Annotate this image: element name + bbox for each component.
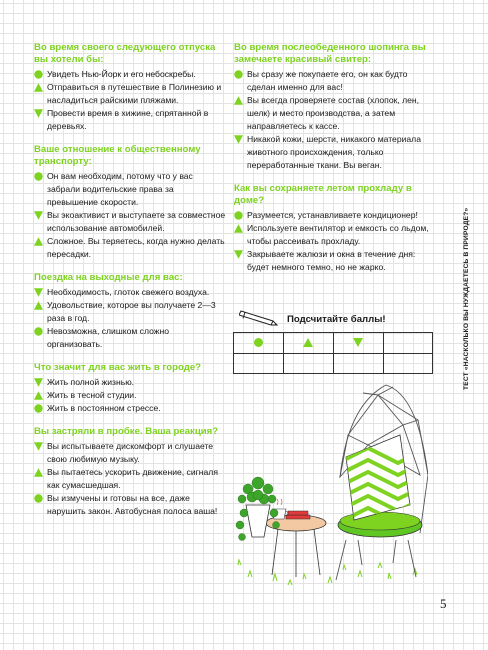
- triangle-up-icon: [34, 468, 43, 477]
- answer-text: Увидеть Нью-Йорк и его небоскребы.: [47, 69, 196, 79]
- question-block: [234, 183, 434, 274]
- score-title: Подсчитайте баллы!: [287, 314, 386, 325]
- score-header-cell: [234, 333, 284, 354]
- option-list: [34, 376, 226, 415]
- answer-text: Закрываете жалюзи и окна в течение дня: будет немного темно, но не жарко.: [247, 249, 416, 272]
- answer-text: Вы испытываете дискомфорт и слушаете свою любимую музыку.: [47, 441, 214, 464]
- option-list: [34, 170, 226, 261]
- score-header-cell: [283, 333, 333, 354]
- option-list: [234, 68, 434, 172]
- triangle-down-icon: [34, 109, 43, 118]
- answer-option: [34, 235, 226, 261]
- answer-text: Необходимость, глоток свежего воздуха.: [47, 287, 210, 297]
- triangle-up-icon: [234, 96, 243, 105]
- triangle-up-icon: [34, 301, 43, 310]
- answer-text: Вы пытаетесь ускорить движение, сигналя как сумасшедшая.: [47, 467, 218, 490]
- answer-option: [34, 325, 226, 351]
- triangle-up-icon: [34, 83, 43, 92]
- answer-option: [34, 440, 226, 466]
- answer-option: [34, 209, 226, 235]
- circle-icon: [234, 70, 243, 79]
- question-heading: Во время своего следующего отпуска вы хотели бы:: [34, 42, 216, 65]
- answer-option: [34, 402, 226, 415]
- answer-text: Отправиться в путешествие в Полинезию и насладиться райскими пляжами.: [47, 82, 222, 105]
- answer-text: Удовольствие, которое вы получаете 2—3 раза в год.: [47, 300, 216, 323]
- triangle-up-icon: [303, 338, 313, 347]
- circle-icon: [34, 172, 43, 181]
- triangle-down-icon: [353, 338, 363, 347]
- answer-option: [34, 170, 226, 209]
- answer-option: [34, 299, 226, 325]
- answer-text: Используете вентилятор и емкость со льдом, чтобы рассеивать прохладу.: [247, 223, 429, 246]
- triangle-down-icon: [34, 442, 43, 451]
- answer-text: Провести время в хижине, спрятанной в деревьях.: [47, 108, 209, 131]
- answer-text: Вы экоактивист и выступаете за совместное использование автомобилей.: [47, 210, 226, 233]
- answer-text: Невозможна, слишком сложно организовать.: [47, 326, 170, 349]
- option-list: [34, 286, 226, 351]
- answer-option: [34, 81, 226, 107]
- triangle-down-icon: [34, 378, 43, 387]
- answer-text: Жить в тесной студии.: [47, 390, 137, 400]
- question-heading: Вы застряли в пробке. Ваша реакция?: [34, 426, 219, 437]
- answer-text: Никакой кожи, шерсти, никакого материала животного происхождения, только переработанные ткани. Вы веган.: [247, 134, 421, 170]
- answer-option: [234, 209, 434, 222]
- score-header-cell: [333, 333, 383, 354]
- answer-option: [234, 248, 434, 274]
- answer-option: [34, 286, 226, 299]
- question-block: [34, 362, 226, 415]
- left-column: [34, 42, 226, 529]
- answer-option: [234, 94, 434, 133]
- pencil-icon: [239, 307, 283, 327]
- option-list: [34, 440, 226, 518]
- answer-option: [34, 107, 226, 133]
- answer-text: Разумеется, устанавливаете кондиционер!: [247, 210, 418, 220]
- option-list: [234, 209, 434, 274]
- triangle-up-icon: [234, 224, 243, 233]
- page-number: 5: [440, 596, 447, 611]
- answer-text: Жить в постоянном стрессе.: [47, 403, 161, 413]
- circle-icon: [34, 404, 43, 413]
- triangle-down-icon: [34, 211, 43, 220]
- answer-option: [34, 492, 226, 518]
- answer-text: Он вам необходим, потому что у вас забрали водительские права за превышение скорости.: [47, 171, 193, 207]
- answer-text: Сложное. Вы теряетесь, когда нужно делать пересадки.: [47, 236, 225, 259]
- answer-option: [234, 133, 434, 172]
- score-header-row: [234, 333, 433, 354]
- answer-option: [34, 68, 226, 81]
- score-empty-cell: [383, 333, 432, 354]
- circle-icon: [234, 211, 243, 220]
- circle-icon: [34, 327, 43, 336]
- triangle-up-icon: [34, 237, 43, 246]
- triangle-down-icon: [234, 135, 243, 144]
- question-block: [34, 272, 226, 351]
- circle-icon: [254, 338, 263, 347]
- question-block: [234, 42, 434, 172]
- question-block: [34, 426, 226, 518]
- answer-option: [234, 222, 434, 248]
- answer-text: Жить полной жизнью.: [47, 377, 135, 387]
- triangle-down-icon: [234, 250, 243, 259]
- garden-illustration: [228, 365, 428, 590]
- answer-text: Вы измучены и готовы на все, даже нарушить закон. Автобусная полоса ваша!: [47, 493, 218, 516]
- answer-option: [34, 466, 226, 492]
- circle-icon: [34, 70, 43, 79]
- answer-option: [34, 389, 226, 402]
- answer-text: Вы сразу же покупаете его, он как будто сделан именно для вас!: [247, 69, 408, 92]
- side-caption: ТЕСТ «НАСКОЛЬКО ВЫ НУЖДАЕТЕСЬ В ПРИРОДЕ?»: [463, 207, 470, 390]
- answer-option: [234, 68, 434, 94]
- option-list: [34, 68, 226, 133]
- question-block: [34, 144, 226, 261]
- question-heading: Во время послеобеденного шопинга вы замечаете красивый свитер:: [234, 42, 426, 65]
- question-heading: Ваше отношение к общественному транспорту:: [34, 144, 201, 167]
- triangle-up-icon: [34, 391, 43, 400]
- question-heading: Поездка на выходные для вас:: [34, 272, 183, 283]
- right-column: [234, 42, 434, 285]
- question-heading: Что значит для вас жить в городе?: [34, 362, 202, 373]
- answer-text: Вы всегда проверяете состав (хлопок, лен, шелк) и место производства, а затем направляетесь к кассе.: [247, 95, 420, 131]
- circle-icon: [34, 494, 43, 503]
- answer-option: [34, 376, 226, 389]
- score-header: [233, 312, 433, 330]
- question-block: [34, 42, 226, 133]
- triangle-down-icon: [34, 288, 43, 297]
- question-heading: Как вы сохраняете летом прохладу в доме?: [234, 183, 412, 206]
